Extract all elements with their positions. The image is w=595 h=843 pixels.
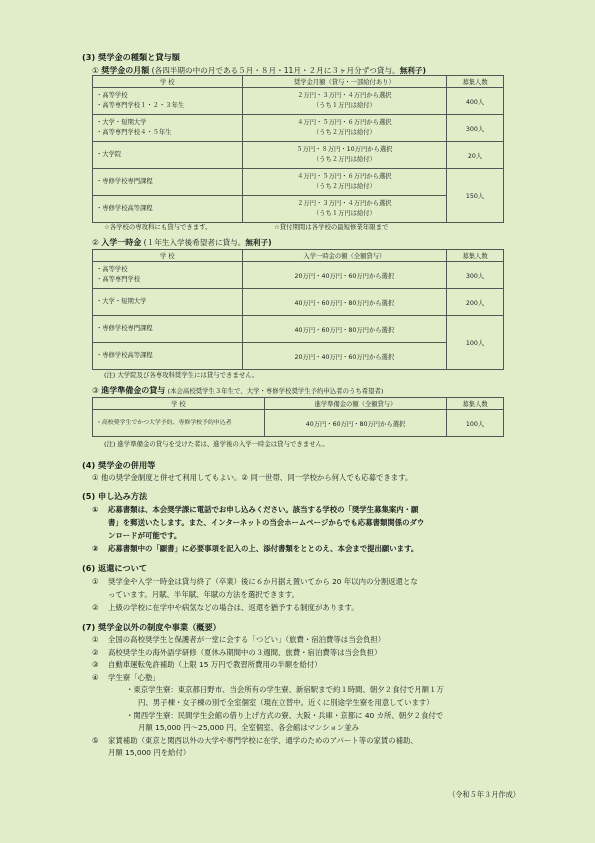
table-row	[93, 289, 504, 316]
section-6-item-1: ① 奨学金や入学一時金は貸与終了（卒業）後に６か月据え置いてから 20 年以内の分割返還とな っています。月賦、半年賦、年賦の方法を選択できます。	[92, 577, 418, 599]
table-row	[93, 316, 504, 343]
header-school: 学 校	[93, 76, 243, 88]
count-cell: 100人	[447, 410, 504, 437]
count-cell: 300人	[447, 115, 504, 142]
subsection-1-note-bold: 無利子)	[399, 66, 426, 75]
subsection-2-note-bold: 無利子)	[245, 238, 272, 247]
school-cell: ・大学院	[93, 142, 243, 169]
list-item: ② 高校奨学生の海外語学研修（夏休み期間中の３週間、旅費・宿泊費等は当会負担）	[92, 647, 382, 657]
table-row	[93, 196, 504, 223]
school-cell: ・専修学校高等課程	[93, 196, 243, 223]
section-4-text: ① 他の奨学金制度と併せて利用してもよい。② 同一世帯、同一学校から何人でも応募できます。	[92, 473, 413, 482]
amount-cell: 20万円・40万円・60万円から選択	[242, 262, 446, 289]
subsection-3-label: 進学準備金の貸与	[101, 386, 166, 395]
list-item: ③ 自動車運転免許補助（上限 15 万円で教習所費用の半額を給付）	[92, 660, 322, 670]
subsection-1-label: 奨学金の月額	[101, 66, 150, 75]
list-item: ④ 学生寮「心塾」	[92, 672, 160, 682]
school-cell: ・専修学校高等課程	[93, 343, 243, 370]
section-5-title: (5) 申し込み方法	[82, 491, 148, 501]
table-row	[93, 115, 504, 142]
subsection-2-num: ②	[92, 238, 99, 247]
list-item: ⑤ 家賃補助（東京と関西以外の大学や専門学校に在学、通学のためのアパート等の家賃の補助、 月額 15,000 円を給付）	[92, 735, 418, 758]
section-7-title: (7) 奨学金以外の制度や事業（概要）	[82, 622, 221, 632]
subsection-3-heading	[92, 385, 383, 396]
amount-cell: 40万円・60万円・80万円から選択	[242, 316, 446, 343]
section-3-title: (3) 奨学金の種類と貸与額	[82, 52, 180, 62]
table-row	[93, 142, 504, 169]
entrance-fund-table	[92, 249, 504, 370]
section-7-list	[92, 634, 542, 760]
subsection-3-note: (本会高校奨学生３年生で、大学・専修学校奨学生予約申込者のうち希望者)	[167, 387, 384, 395]
section-6-title: (6) 返還について	[82, 563, 147, 573]
table-header-row	[93, 250, 504, 262]
section-6-item-2: ② 上級の学校に在学中や病気などの場合は、返還を猶予する制度があります。	[92, 603, 359, 612]
subsection-2-note: (１年生入学後希望者に貸与。	[143, 238, 246, 247]
section-5-item-2: ② 応募書類中の「願書」に必要事項を記入の上、添付書類をととのえ、本会まで提出願います。	[92, 544, 419, 553]
subsection-3-num: ③	[92, 386, 99, 395]
amount-cell: ４万円・５万円・６万円から選択 （うち２万円は給付）	[242, 169, 446, 196]
amount-cell: ４万円・５万円・６万円から選択 （うち２万円は給付）	[242, 115, 446, 142]
count-cell: 300人	[447, 262, 504, 289]
header-amount: 入学一時金の額（全額貸与）	[242, 250, 446, 262]
count-cell: 20人	[447, 142, 504, 169]
table-header-row	[93, 76, 504, 88]
count-cell: 100人	[447, 316, 504, 370]
subsection-1-note: (各四半期の中の月である５月・８月・11月・２月に３ヶ月分ずつ貸与。	[151, 66, 400, 75]
section-4-title: (4) 奨学金の併用等	[82, 460, 156, 470]
amount-cell: 20万円・40万円・60万円から選択	[242, 343, 446, 370]
header-amount: 進学準備金の額（全額貸与）	[264, 398, 446, 410]
school-cell: ・大学・短期大学 ・高等専門学校４・５年生	[93, 115, 243, 142]
dorm-tokyo: ・東京学生寮：東京都日野市、当会所有の学生寮、新宿駅まで約１時間、朝夕２食付で月額１万 円、男子棟・女子棟の別で全室個室（現在立替中。近くに別途学生寮を用意しています）	[126, 685, 444, 707]
footnote-period: ☆貸付期間は各学校の最短修業年限まで	[274, 223, 389, 231]
school-cell: ・高等学校 ・高等専門学校	[93, 262, 243, 289]
section-5-item-1: ① 応募書類は、本会奨学課に電話でお申し込みください。該当する学校の「奨学生募集案内・願 書」を郵送いたします。また、インターネットの当会ホームページからでも応募書類関係のダウ ンロードが可能です。	[92, 505, 425, 540]
footnote-graduate: (注) 大学院及び各専攻科奨学生には貸与できません。	[104, 371, 259, 379]
amount-cell: ２万円・３万円・４万円から選択 （うち１万円は給付）	[242, 88, 446, 115]
footnote-preparation: (注) 進学準備金の貸与を受けた者は、進学後の入学一時金は貸与できません。	[104, 440, 329, 448]
table-row	[93, 262, 504, 289]
header-amount: 奨学金月額（貸与・一部給付あり）	[242, 76, 446, 88]
amount-cell: ２万円・３万円・４万円から選択 （うち１万円は給付）	[242, 196, 446, 223]
preparation-fund-table	[92, 397, 504, 437]
count-cell: 200人	[447, 289, 504, 316]
table-row	[93, 343, 504, 370]
header-school: 学 校	[93, 250, 243, 262]
table-header-row	[93, 398, 504, 410]
amount-cell: 40万円・60万円・80万円から選択	[242, 289, 446, 316]
amount-cell: ５万円・８万円・10万円から選択 （うち２万円は給付）	[242, 142, 446, 169]
header-count: 募集人数	[447, 398, 504, 410]
header-count: 募集人数	[447, 250, 504, 262]
table-row	[93, 410, 504, 437]
subsection-2-heading	[92, 237, 272, 248]
table-row	[93, 88, 504, 115]
header-count: 募集人数	[447, 76, 504, 88]
subsection-1-num: ①	[92, 66, 99, 75]
count-cell: 400人	[447, 88, 504, 115]
school-cell: ・専修学校専門課程	[93, 316, 243, 343]
footnote-specialty: ☆各学校の専攻科にも貸与できます。	[104, 223, 212, 231]
school-cell: ・高校奨学生でかつ大学予約、専修学校予約申込者	[93, 410, 265, 437]
school-cell: ・専修学校専門課程	[93, 169, 243, 196]
dorm-kansai: ・関西学生寮：民間学生会館の借り上げ方式の寮、大阪・兵庫・京都に 40 カ所、朝夕２食付で 月額 15,000 円〜25,000 円、全室個室、各会館はマンション並み	[126, 710, 444, 733]
school-cell: ・大学・短期大学	[93, 289, 243, 316]
table-row	[93, 169, 504, 196]
amount-cell: 40万円・60万円・80万円から選択	[264, 410, 446, 437]
list-item: ① 全国の高校奨学生と保護者が一堂に会する「つどい」（旅費・宿泊費等は当会負担）	[92, 635, 386, 644]
count-cell: 150人	[447, 169, 504, 223]
header-school: 学 校	[93, 398, 265, 410]
creation-date: （令和５年３月作成）	[448, 790, 520, 799]
subsection-2-label: 入学一時金	[101, 238, 142, 247]
monthly-scholarship-table	[92, 75, 504, 223]
school-cell: ・高等学校 ・高等専門学校１・２・３年生	[93, 88, 243, 115]
